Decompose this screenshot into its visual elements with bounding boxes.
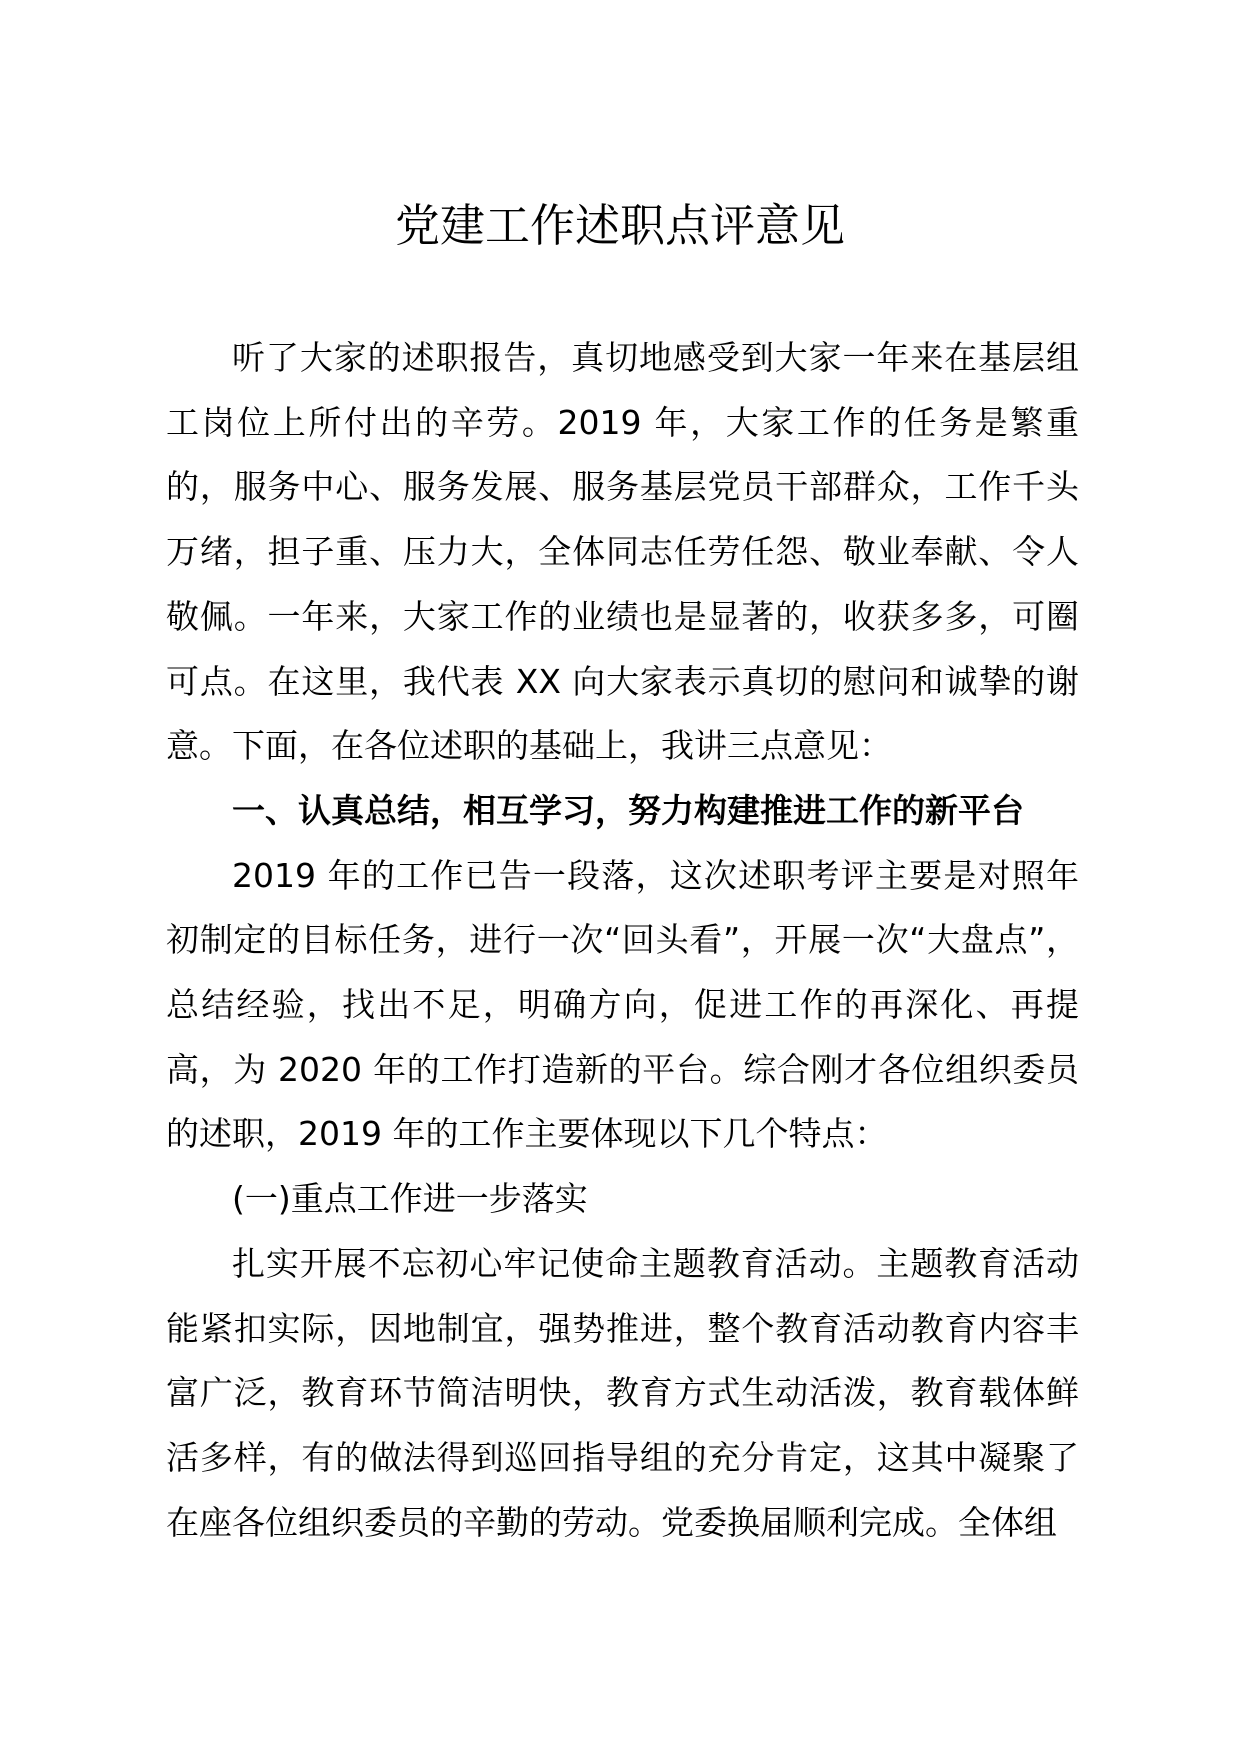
- document-title: 党建工作述职点评意见: [394, 199, 845, 252]
- paragraph-summary: 2019 年的工作已告一段落，这次述职考评主要是对照年初制定的目标任务，进行一次“回头看”，开展一次“大盘点”，总结经验，找出不足，明确方向，促进工作的再深化、再提高，为 2020 年的工作打造新的平台。综合刚才各位组织委员的述职，2019 年的工作主要体现以下几个特点：: [166, 855, 1079, 1154]
- paragraph-intro: 听了大家的述职报告，真切地感受到大家一年来在基层组工岗位上所付出的辛劳。2019 年，大家工作的任务是繁重的，服务中心、服务发展、服务基层党员干部群众，工作千头万绪，担子重、压力大，全体同志任劳任怨、敬业奉献、令人敬佩。一年来，大家工作的业绩也是显著的，收获多多，可圈可点。在这里，我代表 XX 向大家表示真切的慰问和诚挚的谢意。下面，在各位述职的基础上，我讲三点意见：: [166, 338, 1079, 766]
- document-body: [166, 326, 1079, 1555]
- subsection-heading-1: (一)重点工作进一步落实: [232, 1179, 588, 1219]
- section-heading-1: 一、认真总结，相互学习，努力构建推进工作的新平台: [232, 790, 1024, 830]
- paragraph-education: 扎实开展不忘初心牢记使命主题教育活动。主题教育活动能紧扣实际，因地制宜，强势推进，整个教育活动教育内容丰富广泛，教育环节简洁明快，教育方式生动活泼，教育载体鲜活多样，有的做法得到巡回指导组的充分肯定，这其中凝聚了在座各位组织委员的辛勤的劳动。党委换届顺利完成。全体组: [166, 1243, 1079, 1542]
